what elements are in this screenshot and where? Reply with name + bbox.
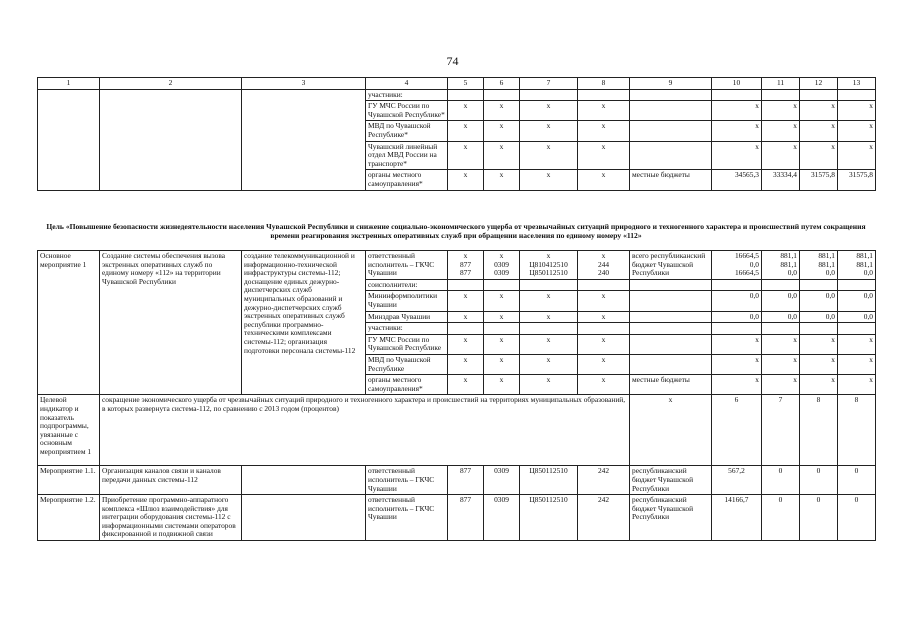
cell-c13 <box>838 291 876 311</box>
cell-value: 0,0 <box>749 311 759 321</box>
cell-value: х <box>601 354 606 364</box>
cell-c10 <box>712 334 762 354</box>
cell-value: х <box>546 375 551 385</box>
cell-c9 <box>630 121 712 141</box>
cell-c13 <box>838 311 876 323</box>
cell-c12 <box>800 291 838 311</box>
col-number: 8 <box>578 78 630 90</box>
cell-c8 <box>578 323 630 335</box>
cell-c11 <box>762 279 800 291</box>
cell-value: х <box>463 291 468 301</box>
cell-c12: х <box>800 141 838 170</box>
cell-value: 0,0 <box>825 268 835 278</box>
cell-c13: х <box>838 101 876 121</box>
cell-value: х <box>463 354 468 364</box>
cell-c10 <box>712 323 762 335</box>
cell-value <box>714 281 759 289</box>
cell-c8 <box>578 354 630 374</box>
cell-c13: 31575,8 <box>838 170 876 190</box>
cell-c4: соисполнители: <box>366 279 448 291</box>
cell-c10: 34565,3 <box>712 170 762 190</box>
cell-c11 <box>762 375 800 395</box>
cell-value: х <box>793 334 797 344</box>
indicator-body <box>38 395 876 466</box>
cell-c6 <box>484 354 520 374</box>
cell-c10: х <box>712 121 762 141</box>
main-event-results: создание телекоммуникационной и информационно-технической инфраструктуры системы-112; доснащение единых дежурно-диспетчерских служб муниципальных образований и дежурно-диспетчерских служб экстренных оперативных служб республики программно-техническими комплексами системы-112; организация подготовки персонала системы-112 <box>242 251 366 395</box>
cell-value: 0,0 <box>787 268 797 278</box>
col-number: 9 <box>630 78 712 90</box>
page-number: 74 <box>446 54 459 68</box>
cell-c13 <box>838 375 876 395</box>
cell-c5: х <box>448 141 484 170</box>
cell-c4: ответственный исполнитель – ГКЧС Чувашии <box>366 251 448 280</box>
cell-c5 <box>448 375 484 395</box>
table-row <box>38 251 876 280</box>
cell-value: х <box>869 375 873 385</box>
goal-heading: Цель «Повышение безопасности жизнедеятельности населения Чувашской Республики и снижение социально-экономического ущерба от чрезвычайных ситуаций природного и техногенного характера и происшествий путем сокращения времени реагирования экстренных оперативных служб при обращении населения по единому номеру «112» <box>46 222 866 240</box>
cell-c9 <box>630 291 712 311</box>
cell-c4: Мининформполитики Чувашии <box>366 291 448 311</box>
cell-c12 <box>800 251 838 280</box>
cell-value: х <box>499 334 504 344</box>
cell-value: х <box>499 311 504 321</box>
cell-c7: Ц850112510 <box>520 466 578 495</box>
cell-c11: 0 <box>762 495 800 541</box>
cell-c12 <box>800 323 838 335</box>
cell-value: Ц850112510 <box>529 268 568 278</box>
main-event-label: Основное мероприятие 1 <box>38 251 100 395</box>
cell-c12 <box>800 334 838 354</box>
cell-c5 <box>448 311 484 323</box>
cell-c6 <box>484 279 520 291</box>
cell-c8 <box>578 311 630 323</box>
cell-c5: х <box>448 121 484 141</box>
cell-c12 <box>800 354 838 374</box>
cell-c11: х <box>762 121 800 141</box>
cell-c8: х <box>578 101 630 121</box>
cell-value <box>840 324 873 332</box>
cell-c11 <box>762 323 800 335</box>
col-number: 4 <box>366 78 448 90</box>
cell-value: х <box>793 375 797 385</box>
cell-c6: 0309 <box>484 466 520 495</box>
cell-value: 877 <box>459 259 472 269</box>
cell-value: 0,0 <box>863 311 873 321</box>
cell-value <box>840 281 873 289</box>
cell-c4: ГУ МЧС России по Чувашской Республике* <box>366 101 448 121</box>
cell-value <box>802 324 835 332</box>
cell-value: х <box>499 291 504 301</box>
indicator-c12: 8 <box>800 395 838 466</box>
cell-value: 240 <box>597 268 610 278</box>
cell-c10: х <box>712 141 762 170</box>
cell-c6: 0309 <box>484 495 520 541</box>
cell-value: х <box>831 375 835 385</box>
col-number: 13 <box>838 78 876 90</box>
cell-value: х <box>546 311 551 321</box>
cell-value: х <box>499 375 504 385</box>
cell-value: 881,1 <box>780 259 797 269</box>
cell-c3 <box>242 466 366 495</box>
continuation-body <box>38 89 876 190</box>
indicator-c9: х <box>630 395 712 466</box>
cell-c1: Мероприятие 1.2. <box>38 495 100 541</box>
cell-value: 0,0 <box>749 291 759 301</box>
cell-value: х <box>601 334 606 344</box>
cell-c1 <box>38 89 100 190</box>
cell-value: 0,0 <box>787 291 797 301</box>
cell-c5: х <box>448 101 484 121</box>
cell-c8 <box>578 334 630 354</box>
cell-c6: х <box>484 141 520 170</box>
indicator-c11: 7 <box>762 395 800 466</box>
cell-value: х <box>546 251 551 260</box>
cell-c5 <box>448 323 484 335</box>
cell-c8: х <box>578 170 630 190</box>
cell-value: 0,0 <box>825 311 835 321</box>
cell-c13 <box>838 323 876 335</box>
cell-c12: х <box>800 121 838 141</box>
cell-c13 <box>838 354 876 374</box>
cell-value: х <box>546 291 551 301</box>
cell-c10 <box>712 291 762 311</box>
cell-c9 <box>630 89 712 101</box>
cell-value: 881,1 <box>818 251 835 260</box>
cell-value: х <box>831 354 835 364</box>
indicator-label: Целевой индикатор и показатель подпрограммы, увязанные с основным мероприятием 1 <box>38 395 100 466</box>
cell-c10 <box>712 89 762 101</box>
cell-value <box>450 324 481 332</box>
indicator-text: сокращение экономического ущерба от чрезвычайных ситуаций природного и техногенного характера и происшествий на территориях муниципальных образований, в которых развернута система-112, по сравнению с 2013 годом (процентов) <box>100 395 630 466</box>
cell-value: х <box>755 334 759 344</box>
cell-c11 <box>762 334 800 354</box>
col-number: 6 <box>484 78 520 90</box>
events-table <box>37 250 876 541</box>
cell-c10 <box>712 375 762 395</box>
cell-c13: 0 <box>838 495 876 541</box>
cell-c10: 567,2 <box>712 466 762 495</box>
cell-c13: х <box>838 141 876 170</box>
cell-c7 <box>520 354 578 374</box>
cell-c9: местные бюджеты <box>630 170 712 190</box>
cell-value: х <box>601 251 606 260</box>
cell-c7 <box>520 323 578 335</box>
cell-c11: х <box>762 101 800 121</box>
cell-value: 0,0 <box>749 259 759 269</box>
cell-c10 <box>712 279 762 291</box>
cell-c13 <box>838 279 876 291</box>
cell-value: 0,0 <box>787 311 797 321</box>
cell-value <box>714 324 759 332</box>
cell-c10 <box>712 251 762 280</box>
cell-c7 <box>520 311 578 323</box>
cell-value: х <box>793 354 797 364</box>
cell-c4: ответственный исполнитель – ГКЧС Чувашии <box>366 495 448 541</box>
cell-value: 0,0 <box>863 291 873 301</box>
cell-c10 <box>712 311 762 323</box>
cell-c4: ответственный исполнитель – ГКЧС Чувашии <box>366 466 448 495</box>
cell-value: х <box>831 334 835 344</box>
cell-value: х <box>499 354 504 364</box>
cell-value <box>522 324 575 332</box>
cell-c6 <box>484 375 520 395</box>
cell-c9 <box>630 101 712 121</box>
cell-value: х <box>755 375 759 385</box>
cell-value: Ц810412510 <box>529 259 568 269</box>
cell-c9 <box>630 311 712 323</box>
cell-value <box>450 281 481 289</box>
cell-c4: Чувашский линейный отдел МВД России на транспорте* <box>366 141 448 170</box>
cell-c3 <box>242 495 366 541</box>
cell-c8: х <box>578 121 630 141</box>
cell-c12: х <box>800 101 838 121</box>
cell-c12 <box>800 311 838 323</box>
col-number: 12 <box>800 78 838 90</box>
table-row <box>38 89 876 101</box>
cell-c5 <box>448 251 484 280</box>
cell-c2: Организация каналов связи и каналов передачи данных системы-112 <box>100 466 242 495</box>
cell-value: х <box>499 251 504 260</box>
cell-c8 <box>578 89 630 101</box>
cell-c1: Мероприятие 1.1. <box>38 466 100 495</box>
cell-c12: 0 <box>800 466 838 495</box>
cell-c6: х <box>484 170 520 190</box>
cell-c10: 14166,7 <box>712 495 762 541</box>
cell-c12: 31575,8 <box>800 170 838 190</box>
cell-c6 <box>484 323 520 335</box>
cell-c8 <box>578 291 630 311</box>
cell-c9: местные бюджеты <box>630 375 712 395</box>
cell-c3 <box>242 89 366 190</box>
cell-c8: 242 <box>578 466 630 495</box>
cell-c4: участники: <box>366 89 448 101</box>
cell-c4: МВД по Чувашской Республике* <box>366 121 448 141</box>
cell-c7: Ц850112510 <box>520 495 578 541</box>
cell-c9: республиканский бюджет Чувашской Республики <box>630 466 712 495</box>
cell-c5 <box>448 354 484 374</box>
cell-c13: х <box>838 121 876 141</box>
col-number: 7 <box>520 78 578 90</box>
cell-c5: х <box>448 170 484 190</box>
cell-value: 881,1 <box>818 259 835 269</box>
cell-value: х <box>463 251 468 260</box>
cell-value: х <box>463 375 468 385</box>
event-row <box>38 466 876 495</box>
cell-value: 0,0 <box>863 268 873 278</box>
cell-value: 881,1 <box>780 251 797 260</box>
col-number: 3 <box>242 78 366 90</box>
cell-c8: 242 <box>578 495 630 541</box>
cell-c7 <box>520 334 578 354</box>
cell-c6: х <box>484 101 520 121</box>
cell-c7: х <box>520 170 578 190</box>
column-number-row <box>38 78 876 90</box>
cell-c9 <box>630 279 712 291</box>
cell-value: 16664,5 <box>734 268 759 278</box>
cell-value: х <box>546 354 551 364</box>
col-number: 5 <box>448 78 484 90</box>
cell-value: х <box>869 334 873 344</box>
cell-c11: 0 <box>762 466 800 495</box>
col-number: 10 <box>712 78 762 90</box>
cell-c7: х <box>520 121 578 141</box>
continuation-table <box>37 77 876 191</box>
event-row <box>38 495 876 541</box>
cell-c13 <box>838 334 876 354</box>
main-event-body <box>38 251 876 395</box>
cell-c12 <box>800 89 838 101</box>
cell-c5 <box>448 89 484 101</box>
cell-value <box>764 281 797 289</box>
cell-value <box>580 281 627 289</box>
main-event-title: Создание системы обеспечения вызова экстренных оперативных служб по единому номеру «112» на территории Чувашской Республики <box>100 251 242 395</box>
cell-c2: Приобретение программно-аппаратного комплекса «Шлюз взаимодействия» для интеграции оборудования системы-112 с информационными системами операторов фиксированной и подвижной связи <box>100 495 242 541</box>
cell-c5 <box>448 279 484 291</box>
cell-value <box>522 281 575 289</box>
cell-c7 <box>520 89 578 101</box>
cell-c6 <box>484 334 520 354</box>
cell-value <box>486 324 517 332</box>
cell-c11 <box>762 311 800 323</box>
cell-c4: МВД по Чувашской Республике <box>366 354 448 374</box>
cell-value <box>802 281 835 289</box>
cell-c6: х <box>484 121 520 141</box>
cell-c4: органы местного самоуправления* <box>366 170 448 190</box>
cell-value <box>764 324 797 332</box>
cell-value: х <box>546 334 551 344</box>
cell-value: 877 <box>459 268 472 278</box>
cell-c7 <box>520 251 578 280</box>
cell-c7: х <box>520 101 578 121</box>
cell-c2 <box>100 89 242 190</box>
indicator-row <box>38 395 876 466</box>
cell-c5 <box>448 291 484 311</box>
cell-value: 244 <box>597 259 610 269</box>
indicator-c10: 6 <box>712 395 762 466</box>
cell-c12 <box>800 375 838 395</box>
cell-value: х <box>869 354 873 364</box>
cell-c11: 33334,4 <box>762 170 800 190</box>
cell-c12: 0 <box>800 495 838 541</box>
cell-c9 <box>630 141 712 170</box>
sub-events-body <box>38 466 876 541</box>
cell-value: х <box>601 291 606 301</box>
cell-value: х <box>463 311 468 321</box>
cell-c4: ГУ МЧС России по Чувашской Республике <box>366 334 448 354</box>
cell-value: 881,1 <box>856 259 873 269</box>
cell-c5: 877 <box>448 495 484 541</box>
col-number: 11 <box>762 78 800 90</box>
cell-c5: 877 <box>448 466 484 495</box>
col-number: 1 <box>38 78 100 90</box>
cell-c11 <box>762 89 800 101</box>
cell-value: 16664,5 <box>734 251 759 260</box>
cell-value: 881,1 <box>856 251 873 260</box>
cell-c9 <box>630 323 712 335</box>
cell-c5 <box>448 334 484 354</box>
cell-c4: органы местного самоуправления* <box>366 375 448 395</box>
cell-c10: х <box>712 101 762 121</box>
cell-c6 <box>484 311 520 323</box>
cell-c9: республиканский бюджет Чувашской Республики <box>630 495 712 541</box>
cell-c8 <box>578 375 630 395</box>
cell-c4: Минздрав Чувашии <box>366 311 448 323</box>
cell-c11 <box>762 251 800 280</box>
cell-value: х <box>463 334 468 344</box>
cell-c6 <box>484 291 520 311</box>
cell-c6 <box>484 89 520 101</box>
cell-c11 <box>762 291 800 311</box>
cell-c9: всего республиканский бюджет Чувашской Республики <box>630 251 712 280</box>
cell-c13 <box>838 89 876 101</box>
cell-c9 <box>630 334 712 354</box>
cell-c7 <box>520 279 578 291</box>
cell-value: х <box>755 354 759 364</box>
cell-c11 <box>762 354 800 374</box>
cell-value: 0309 <box>494 268 509 278</box>
cell-c13 <box>838 251 876 280</box>
cell-c8 <box>578 251 630 280</box>
cell-c12 <box>800 279 838 291</box>
cell-value: 0309 <box>494 259 509 269</box>
indicator-c13: 8 <box>838 395 876 466</box>
cell-c4: участники: <box>366 323 448 335</box>
cell-value: 0,0 <box>825 291 835 301</box>
cell-value: х <box>601 311 606 321</box>
cell-value <box>580 324 627 332</box>
cell-c8 <box>578 279 630 291</box>
cell-c13: 0 <box>838 466 876 495</box>
cell-c9 <box>630 354 712 374</box>
cell-c11: х <box>762 141 800 170</box>
col-number: 2 <box>100 78 242 90</box>
cell-c8: х <box>578 141 630 170</box>
cell-c10 <box>712 354 762 374</box>
cell-c6 <box>484 251 520 280</box>
cell-c7: х <box>520 141 578 170</box>
cell-c7 <box>520 291 578 311</box>
cell-c7 <box>520 375 578 395</box>
cell-value: х <box>601 375 606 385</box>
cell-value <box>486 281 517 289</box>
